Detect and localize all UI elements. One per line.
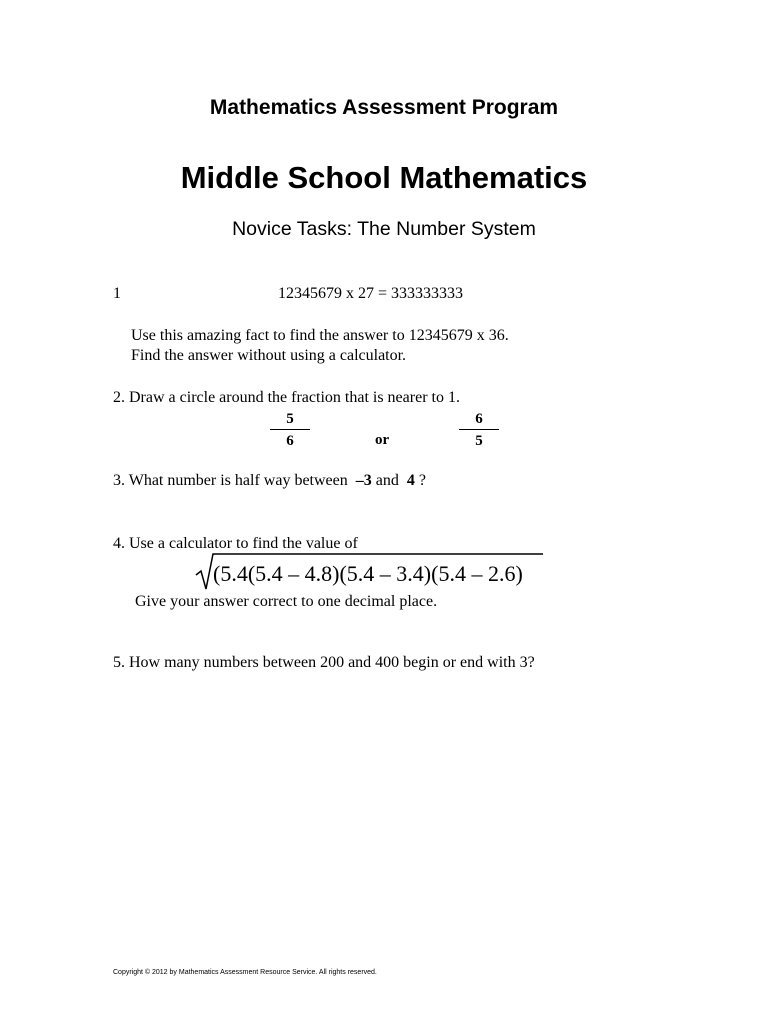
q1-line1: Use this amazing fact to find the answer to 12345679 x 36. xyxy=(131,327,509,344)
q3-line xyxy=(113,471,426,491)
q2-text: 2. Draw a circle around the fraction that is nearer to 1. xyxy=(113,389,460,406)
q4-expression: (5.4(5.4 – 4.8)(5.4 – 3.4)(5.4 – 2.6) xyxy=(213,561,523,586)
q1-fact: 12345679 x 27 = 333333333 xyxy=(278,285,464,302)
program-title: Mathematics Assessment Program xyxy=(209,96,559,119)
q2-connector: or xyxy=(375,432,390,448)
q3-end: ? xyxy=(418,472,426,489)
q4-text: 4. Use a calculator to find the value of xyxy=(113,535,358,552)
q3-value-2: 4 xyxy=(406,472,415,489)
q2-fraction-1[interactable] xyxy=(270,410,310,451)
q1-line2: Find the answer without using a calculator. xyxy=(131,347,407,364)
q2-fraction-1-numerator: 5 xyxy=(270,410,310,430)
page-title: Middle School Mathematics xyxy=(180,160,588,195)
q2-fraction-2-numerator: 6 xyxy=(459,410,499,430)
q2-fraction-1-denominator: 6 xyxy=(286,433,294,449)
q4-instruction: Give your answer correct to one decimal place. xyxy=(135,593,438,610)
q5-text: 5. How many numbers between 200 and 400 begin or end with 3? xyxy=(113,654,535,671)
q3-text: 3. What number is half way between xyxy=(113,472,348,489)
page-subtitle: Novice Tasks: The Number System xyxy=(232,218,536,240)
copyright-notice: Copyright © 2012 by Mathematics Assessment Resource Service. All rights reserved. xyxy=(113,969,377,976)
q3-and: and xyxy=(375,472,399,489)
q1-number: 1 xyxy=(113,285,121,302)
q2-fraction-2-denominator: 5 xyxy=(475,433,483,449)
q2-fraction-2[interactable] xyxy=(459,410,499,451)
q3-value-1: –3 xyxy=(355,472,372,489)
